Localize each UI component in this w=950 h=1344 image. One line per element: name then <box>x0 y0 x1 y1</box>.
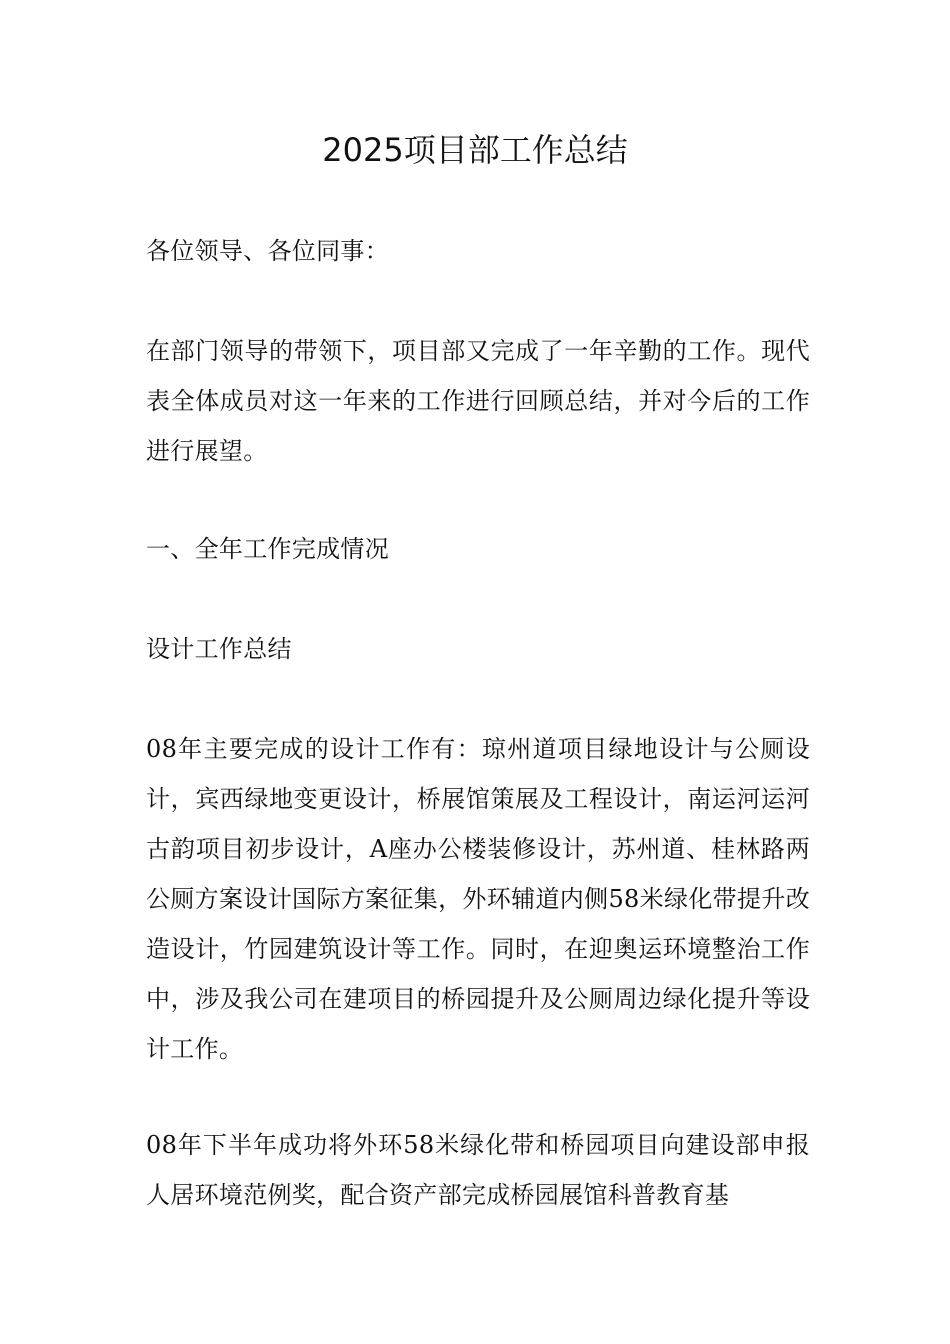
document-title: 2025项目部工作总结 <box>322 131 628 169</box>
design-work-paragraph: 08年主要完成的设计工作有：琼州道项目绿地设计与公厕设计，宾西绿地变更设计，桥展馆策展及工程设计，南运河运河古韵项目初步设计，A座办公楼装修设计，苏州道、桂林路两公厕方案设计国际方案征集，外环辅道内侧58米绿化带提升改造设计，竹园建筑设计等工作。同时，在迎奥运环境整治工作中，涉及我公司在建项目的桥园提升及公厕周边绿化提升等设计工作。 <box>146 735 810 1063</box>
subsection-heading: 设计工作总结 <box>146 635 292 663</box>
section-heading: 一、全年工作完成情况 <box>146 535 389 563</box>
salutation: 各位领导、各位同事： <box>146 237 389 265</box>
award-paragraph: 08年下半年成功将外环58米绿化带和桥园项目向建设部申报人居环境范例奖，配合资产部完成桥园展馆科普教育基 <box>146 1131 810 1209</box>
intro-paragraph: 在部门领导的带领下，项目部又完成了一年辛勤的工作。现代表全体成员对这一年来的工作进行回顾总结，并对今后的工作进行展望。 <box>146 337 810 465</box>
